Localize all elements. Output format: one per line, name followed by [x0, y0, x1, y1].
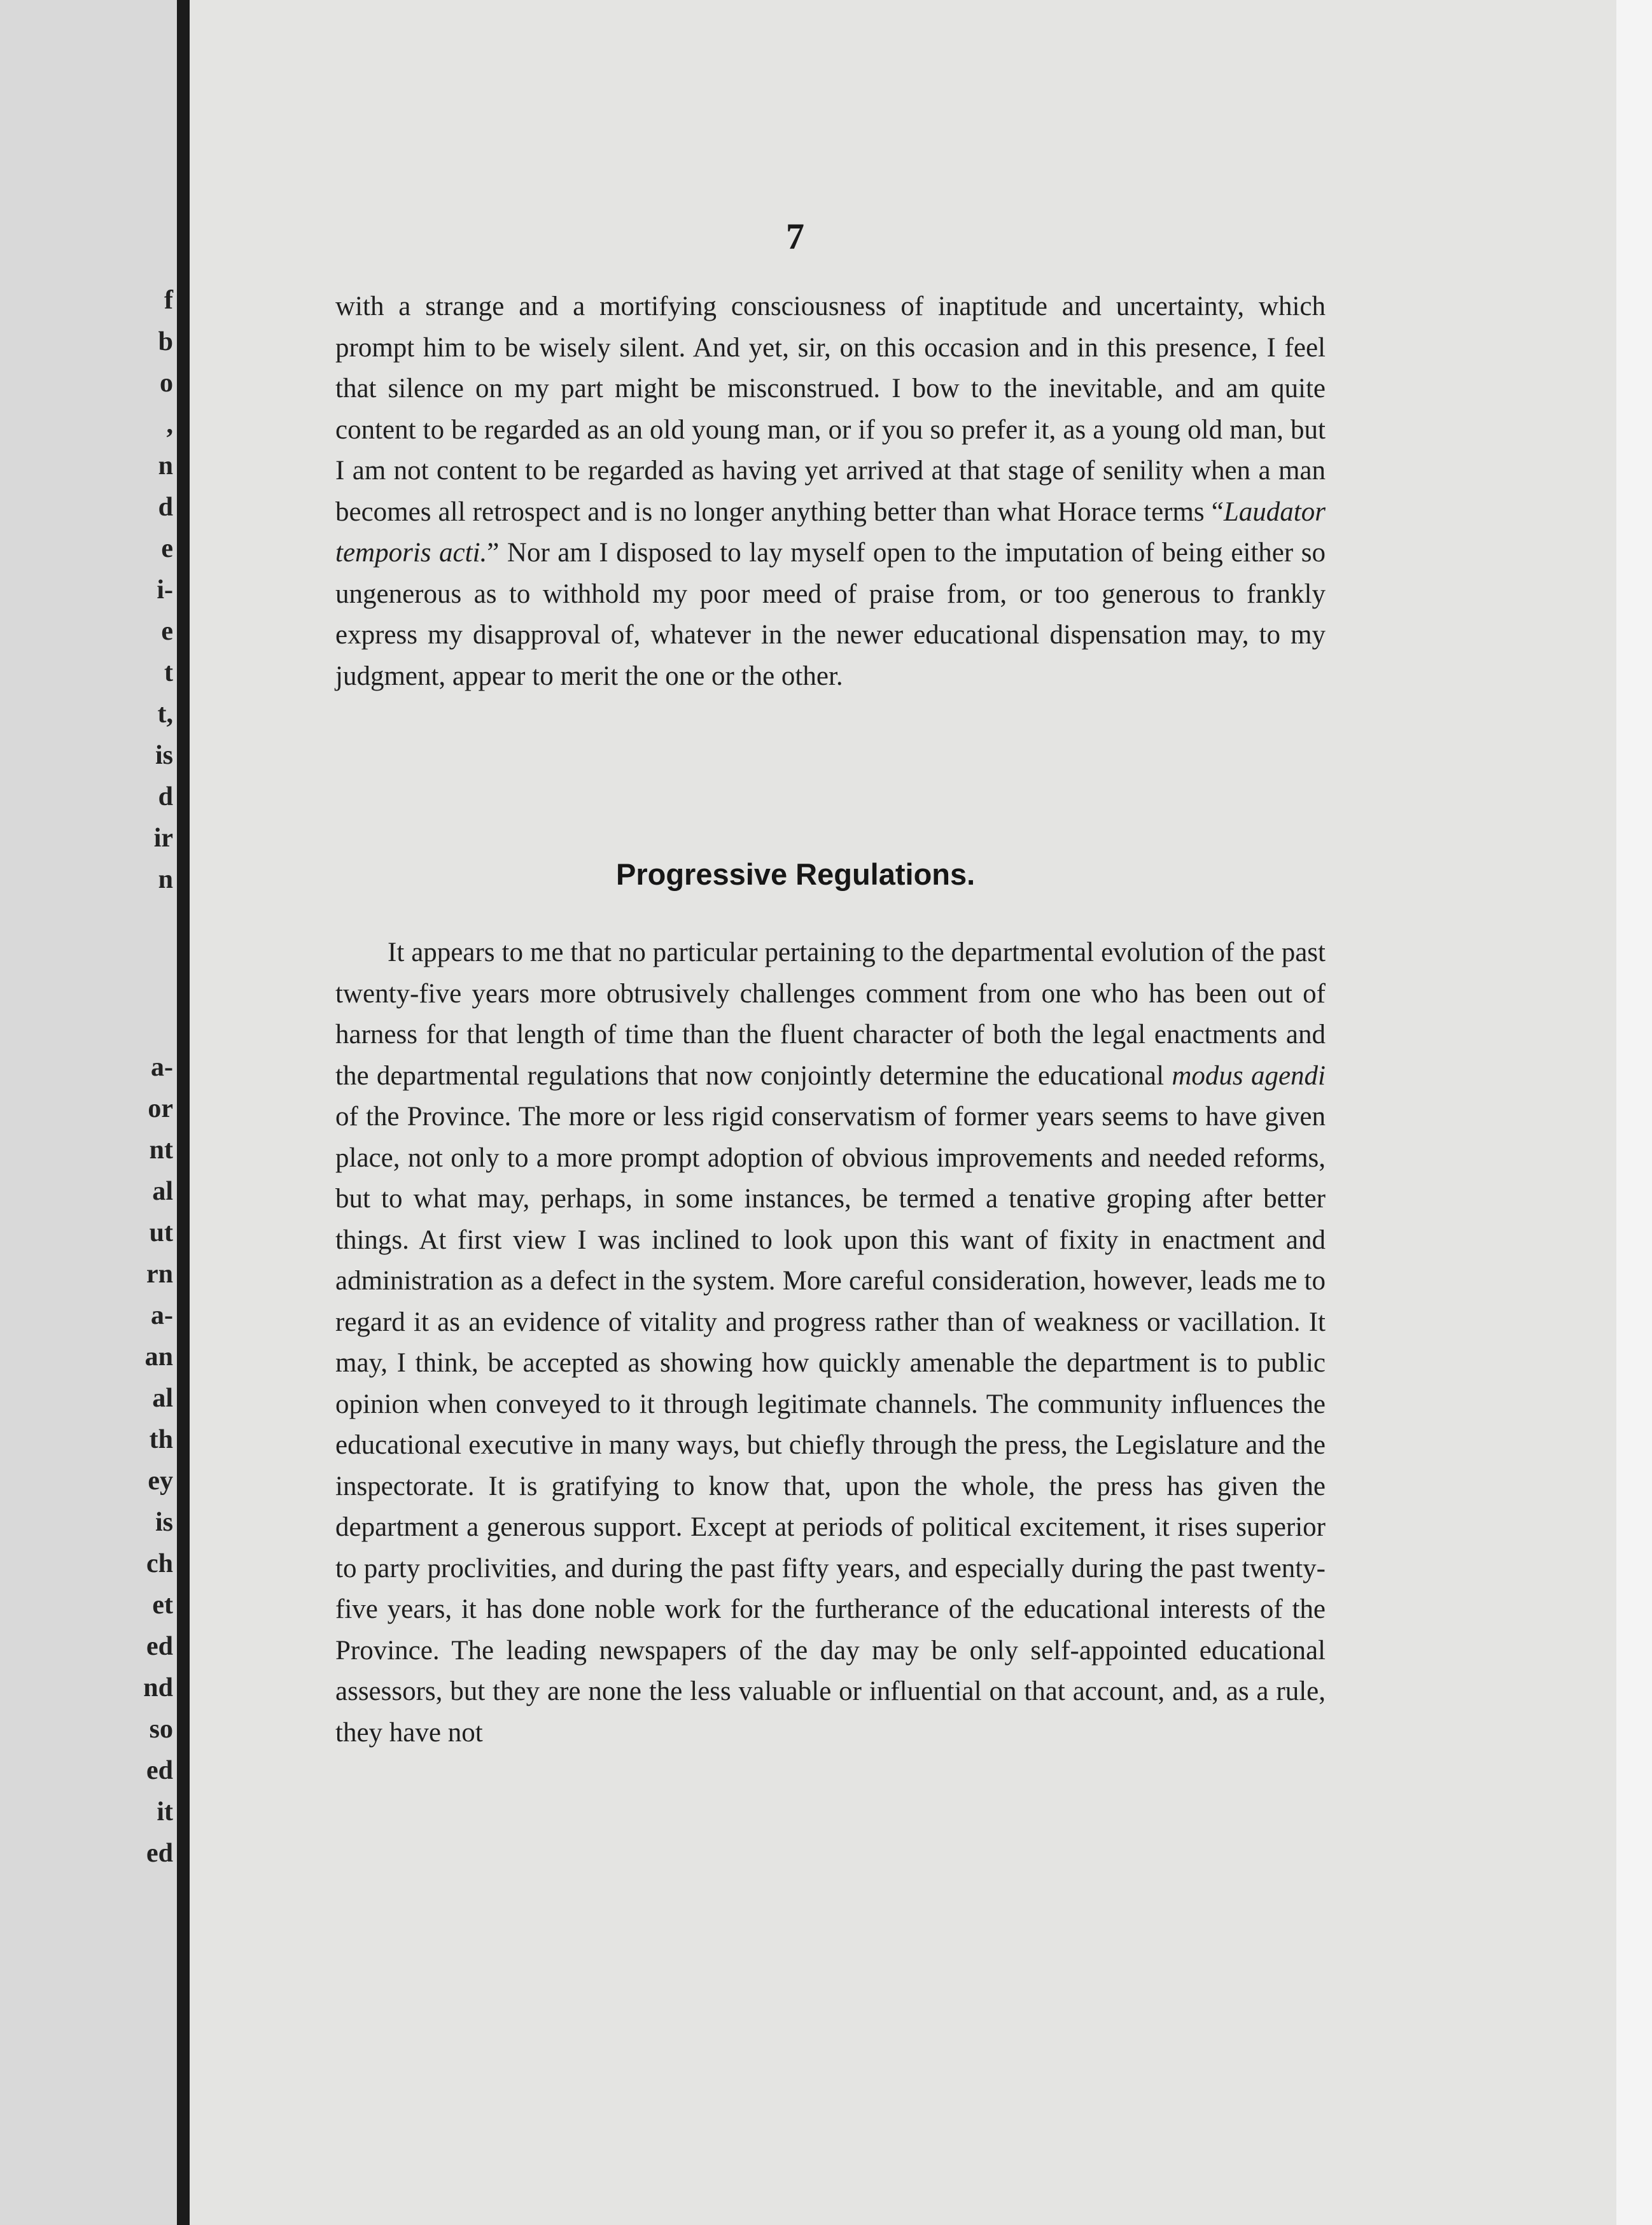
fragment: or	[148, 1094, 173, 1123]
fragment: ed	[146, 1756, 173, 1785]
fragment: o	[160, 368, 173, 398]
latin-phrase: modus agendi	[1172, 1060, 1326, 1091]
latin-quote: Laudator temporis acti.	[335, 496, 1326, 568]
fragment: is	[155, 1508, 173, 1537]
page-edge	[1616, 0, 1652, 2225]
fragment: n	[158, 865, 173, 894]
fragment: it	[157, 1797, 173, 1827]
fragment: so	[149, 1715, 173, 1744]
fragment: ed	[146, 1632, 173, 1661]
facing-page-text-fragments	[0, 280, 173, 1874]
fragment: a-	[151, 1053, 173, 1082]
fragment: al	[152, 1177, 173, 1206]
body-paragraph	[335, 286, 1326, 697]
fragment: a-	[151, 1301, 173, 1330]
fragment: ey	[148, 1466, 173, 1496]
fragment: et	[152, 1590, 173, 1620]
fragment: ut	[149, 1218, 173, 1247]
fragment: f	[164, 286, 173, 315]
fragment: al	[152, 1384, 173, 1413]
fragment: i-	[157, 575, 173, 605]
fragment: nd	[143, 1673, 173, 1702]
fragment: t	[164, 658, 173, 687]
fragment: ir	[153, 824, 173, 853]
paragraph-text: with a strange and a mortifying consciousness of inaptitude and uncertainty, which prompt him to be wisely silent. And yet, sir, on this occasion and in this presence, I feel that silence on my part might be misconstrued. I bow to the inevitable, and am quite content to be regarded as an old young man, or if you so prefer it, as a young old man, but I am not content to be regarded as having yet arrived at that stage of senility when a man becomes all retrospect and is no longer anything better than what Horace terms “	[335, 291, 1326, 527]
page-number: 7	[786, 216, 804, 257]
fragment: ed	[146, 1839, 173, 1868]
fragment: ch	[146, 1549, 173, 1578]
fragment: is	[155, 741, 173, 770]
fragment: n	[158, 451, 173, 481]
fragment: d	[158, 493, 173, 522]
fragment: rn	[146, 1260, 173, 1289]
fragment: e	[161, 617, 173, 646]
paragraph-text: It appears to me that no particular pertaining to the departmental evolution of the past twenty-five years more obtrusively challenges comment from one who has been out of harness for that length of time than the fluent character of both the legal enactments and the departmental regulations that now conjointly determine the educational	[335, 937, 1326, 1091]
section-heading: Progressive Regulations.	[616, 857, 976, 891]
fragment: an	[144, 1342, 173, 1372]
facing-page	[0, 0, 177, 2225]
fragment: t,	[157, 699, 173, 729]
paragraph-text: of the Province. The more or less rigid conservatism of former years seems to have given place, not only to a more prompt adoption of obvious improvements and needed reforms, but to what may, perhaps, in some instances, be termed a tenative groping after better things. At first view I was inclined to look upon this want of fixity in enactment and administration as a defect in the system. More careful consideration, however, leads me to regard it as an evidence of vitality and progress rather than of weakness or vacillation. It may, I think, be accepted as showing how quickly amenable the department is to public opinion when conveyed to it through legitimate channels. The community influences the educational executive in many ways, but chiefly through the press, the Legislature and the inspectorate. It is gratifying to know that, upon the whole, the press has given the department a generous support. Except at periods of political excitement, it rises superior to party proclivities, and during the past fifty years, and especially during the past twenty-five years, it has done noble work for the furtherance of the educational interests of the Province. The leading newspapers of the day may be only self-appointed educational assessors, but they are none the less valuable or influential on that account, and, as a rule, they have not	[335, 1102, 1326, 1748]
fragment: d	[158, 782, 173, 811]
fragment: e	[161, 534, 173, 563]
fragment: ,	[166, 410, 173, 439]
body-paragraph	[335, 932, 1326, 1753]
fragment: nt	[149, 1135, 173, 1165]
paragraph-text: ” Nor am I disposed to lay myself open to the imputation of being either so ungenerous as to withhold my poor meed of praise from, or too generous to frankly express my disapproval of, whatever in the newer educational dispensation may, to my judgment, appear to merit the one or the other.	[335, 538, 1326, 691]
book-gutter	[177, 0, 190, 2225]
fragment: th	[149, 1425, 173, 1454]
fragment: b	[158, 327, 173, 356]
